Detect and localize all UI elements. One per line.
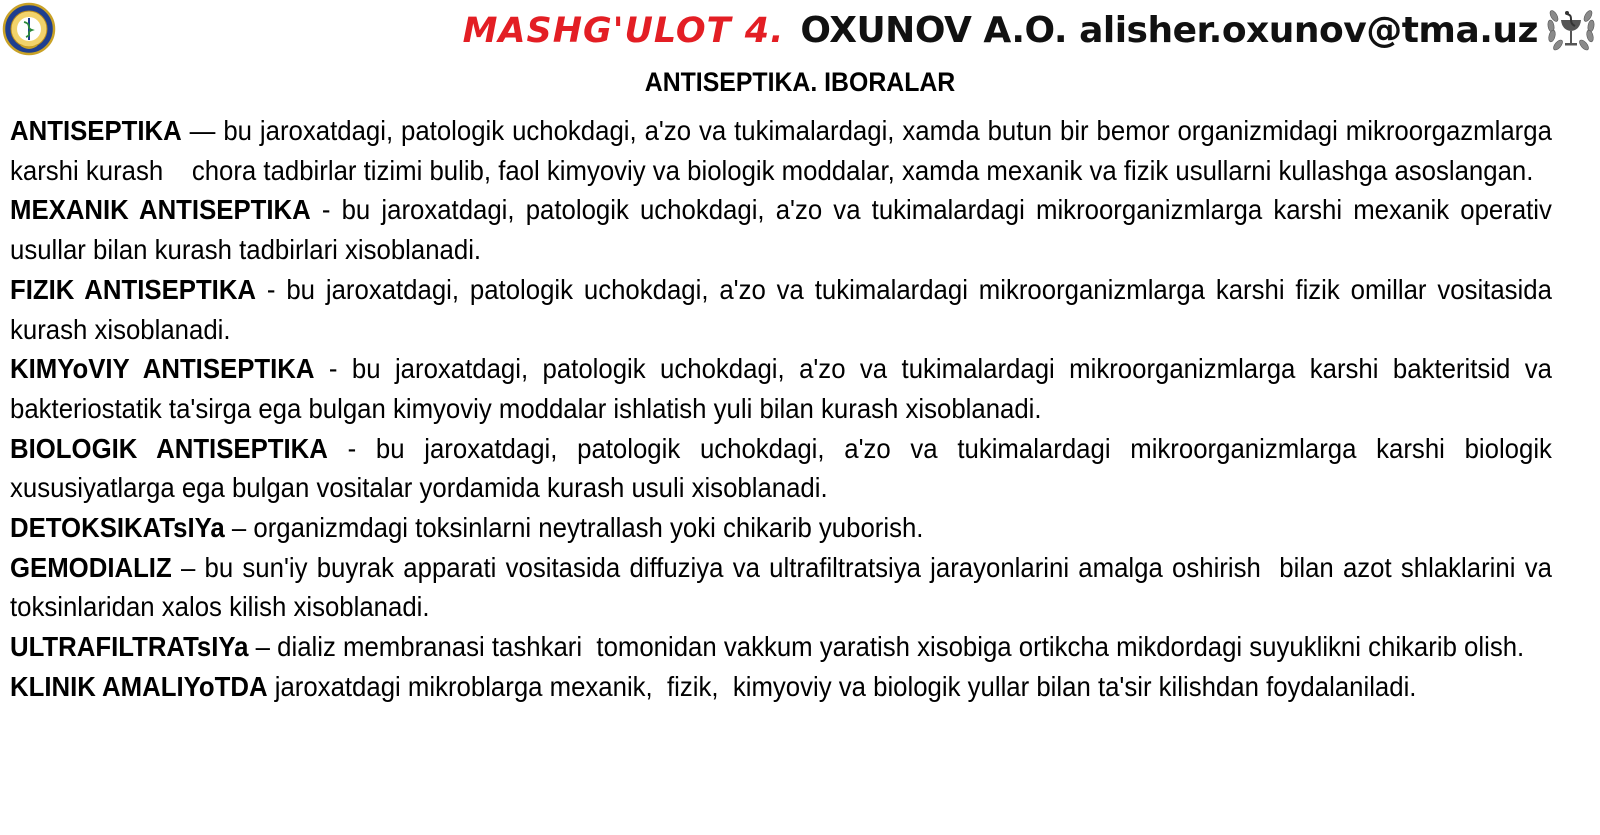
definition-term: ANTISEPTIKA <box>10 115 182 146</box>
definition-fizik-antiseptika <box>10 270 1552 349</box>
definition-text: — bu jaroxatdagi, patologik uchokdagi, a'zo va tukimalardagi, xamda butun bir bemor organizmidagi mikroorgazmlarga karshi kurash chora tadbirlar tizimi bulib, faol kimyoviy va biologik moddalar, xamda mexanik va fizik usullarni kullashga asoslangan. <box>10 115 1552 186</box>
definition-term: ULTRAFILTRATsIYa <box>10 631 249 663</box>
definition-text: – bu sun'iy buyrak apparati vositasida diffuziya va ultrafiltratsiya jarayonlarini amalga oshirish bilan azot shlaklarini va toksinlaridan xalos kilish xisoblanadi. <box>10 551 1552 623</box>
definition-term: GEMODIALIZ <box>10 551 172 583</box>
definition-text: - bu jaroxatdagi, patologik uchokdagi, a'zo va tukimalardagi mikroorganizmlarga karshi bakteritsid va bakteriostatik ta'sirga ega bulgan kimyoviy moddalar ishlatish yuli bilan kurash xisoblanadi. <box>10 353 1552 424</box>
definition-term: MEXANIK ANTISEPTIKA <box>10 194 311 226</box>
medical-laurel-emblem-logo <box>1545 2 1597 56</box>
definition-biologik-antiseptika <box>10 429 1552 508</box>
definition-detoksikatsiya <box>10 508 1552 548</box>
definition-term: BIOLOGIK ANTISEPTIKA <box>10 432 328 464</box>
definition-ultrafiltratsiya <box>10 627 1552 667</box>
definition-antiseptika <box>10 111 1552 190</box>
author-contact: OXUNOV A.O. alisher.oxunov@tma.uz <box>800 10 1538 51</box>
definitions-list <box>10 111 1552 707</box>
definition-text: jaroxatdagi mikroblarga mexanik, fizik, kimyoviy va biologik yullar bilan ta'sir kilishdan foydalaniladi. <box>267 670 1417 702</box>
definition-klinik-amaliyotda <box>10 667 1552 707</box>
slide-header <box>0 4 1538 58</box>
definition-term: DETOKSIKATsIYa <box>10 512 225 544</box>
definition-term: FIZIK ANTISEPTIKA <box>10 273 257 305</box>
definition-text: - bu jaroxatdagi, patologik uchokdagi, a'zo va tukimalardagi mikroorganizmlarga karshi biologik xususiyatlarga ega bulgan vositalar yordamida kurash usuli xisoblanadi. <box>10 432 1552 504</box>
definition-gemodializ <box>10 548 1552 627</box>
definition-term: KIMYoVIY ANTISEPTIKA <box>10 353 315 385</box>
definition-kimyoviy-antiseptika <box>10 349 1552 428</box>
definition-term: KLINIK AMALIYoTDA <box>10 670 268 702</box>
definition-text: - bu jaroxatdagi, patologik uchokdagi, a'zo va tukimalardagi mikroorganizmlarga karshi fizik omillar vositasida kurash xisoblanadi. <box>10 273 1552 345</box>
definition-mexanik-antiseptika <box>10 190 1552 269</box>
definition-text: - bu jaroxatdagi, patologik uchokdagi, a'zo va tukimalardagi mikroorganizmlarga karshi mexanik operativ usullar bilan kurash tadbirlari xisoblanadi. <box>10 194 1552 266</box>
slide-subtitle: ANTISEPTIKA. IBORALAR <box>644 67 956 97</box>
definition-text: – dializ membranasi tashkari tomonidan vakkum yaratish xisobiga ortikcha mikdordagi suyuklikni chikarib olish. <box>248 631 1525 663</box>
lesson-title: MASHG'ULOT 4. <box>462 11 785 51</box>
definition-text: – organizmdagi toksinlarni neytrallash yoki chikarib yuborish. <box>224 512 924 544</box>
